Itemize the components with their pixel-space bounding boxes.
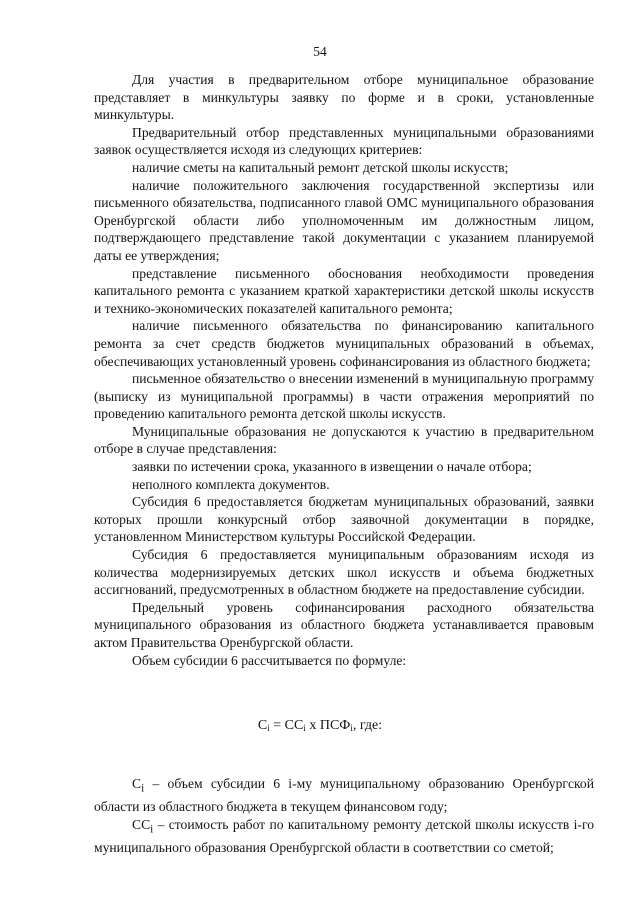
- paragraph: Субсидия 6 предоставляется бюджетам муниципальных образований, заявки которых прошли конкурсный отбор заявочной документации в порядке, установленном Министерством культуры Российской Федерации.: [94, 494, 594, 545]
- definition-item: [94, 775, 594, 816]
- definition-text: – стоимость работ по капитальному ремонту детской школы искусств i-го муниципального образования Оренбургской области в соответствии со сметой;: [94, 816, 594, 856]
- formula-term-cost-subscript: i: [303, 723, 306, 733]
- paragraph: Предельный уровень софинансирования расходного обязательства муниципального образования из областного бюджета устанавливается правовым актом Правительства Оренбургской области.: [94, 599, 594, 650]
- page-number: 54: [313, 44, 327, 59]
- formula-tail: , где:: [352, 718, 383, 733]
- definition-item: [94, 816, 594, 857]
- paragraph: Субсидия 6 предоставляется муниципальным образованиям исходя из количества модернизируемых детских школ искусств и объема бюджетных ассигнований, предусмотренных в областном бюджете на предоставление субсидии.: [94, 547, 594, 598]
- body-text: [94, 71, 594, 669]
- paragraph: Предварительный отбор представленных муниципальными образованиями заявок осуществляется исходя из следующих критериев:: [94, 124, 594, 158]
- paragraph: Для участия в предварительном отборе муниципальное образование представляет в минкультуры заявку по форме и в сроки, установленные минкультуры.: [94, 72, 594, 123]
- definition-symbol-subscript: i: [150, 823, 154, 836]
- definitions: [94, 775, 594, 857]
- subsidy-formula: [0, 718, 640, 734]
- definition-symbol: CC: [132, 816, 151, 832]
- exclusion-item: неполного комплекта документов.: [132, 476, 330, 492]
- paragraph: Объем субсидии 6 рассчитывается по формуле:: [132, 652, 407, 668]
- paragraph: Муниципальные образования не допускаются к участию в предварительном отборе в случае представления:: [94, 423, 594, 457]
- criterion-item: представление письменного обоснования необходимости проведения капитального ремонта с указанием краткой характеристики детской школы искусств и технико-экономических показателей капитального ремонта;: [94, 265, 594, 316]
- formula-lhs-subscript: i: [267, 723, 270, 733]
- criterion-item: наличие письменного обязательства по финансированию капитального ремонта за счет средств бюджетов муниципальных образований в объемах, обеспечивающих установленный уровень софинансирования из областного бюджета;: [94, 318, 594, 369]
- definition-symbol: C: [132, 776, 142, 791]
- criterion-item: письменное обязательство о внесении изменений в муниципальную программу (выписку из муниципальной программы) в части отражения мероприятий по проведению капитального ремонта детской школы искусств.: [94, 371, 594, 422]
- formula-times: х: [305, 718, 320, 733]
- definition-text: – объем субсидии 6 i-му муниципальному образованию Оренбургской области из областного бюджета в текущем финансовом году;: [94, 776, 594, 815]
- formula-lhs: C: [257, 718, 268, 733]
- criterion-item: наличие положительного заключения государственной экспертизы или письменного обязательства, подписанного главой ОМС муниципального образования Оренбургской области либо уполномоченным им должностным лицом, подтверждающего представление такой документации с указанием планируемой даты ее утверждения;: [94, 177, 594, 263]
- formula-term-cofinancing: ПСФ: [319, 718, 351, 733]
- formula-term-cost: CC: [284, 718, 304, 733]
- exclusion-item: заявки по истечении срока, указанного в извещении о начале отбора;: [132, 459, 532, 475]
- formula-term-cofinancing-subscript: i: [350, 723, 353, 733]
- criterion-item: наличие сметы на капитальный ремонт детской школы искусств;: [132, 159, 509, 175]
- definition-symbol-subscript: i: [141, 782, 145, 795]
- formula-equals: =: [269, 718, 285, 733]
